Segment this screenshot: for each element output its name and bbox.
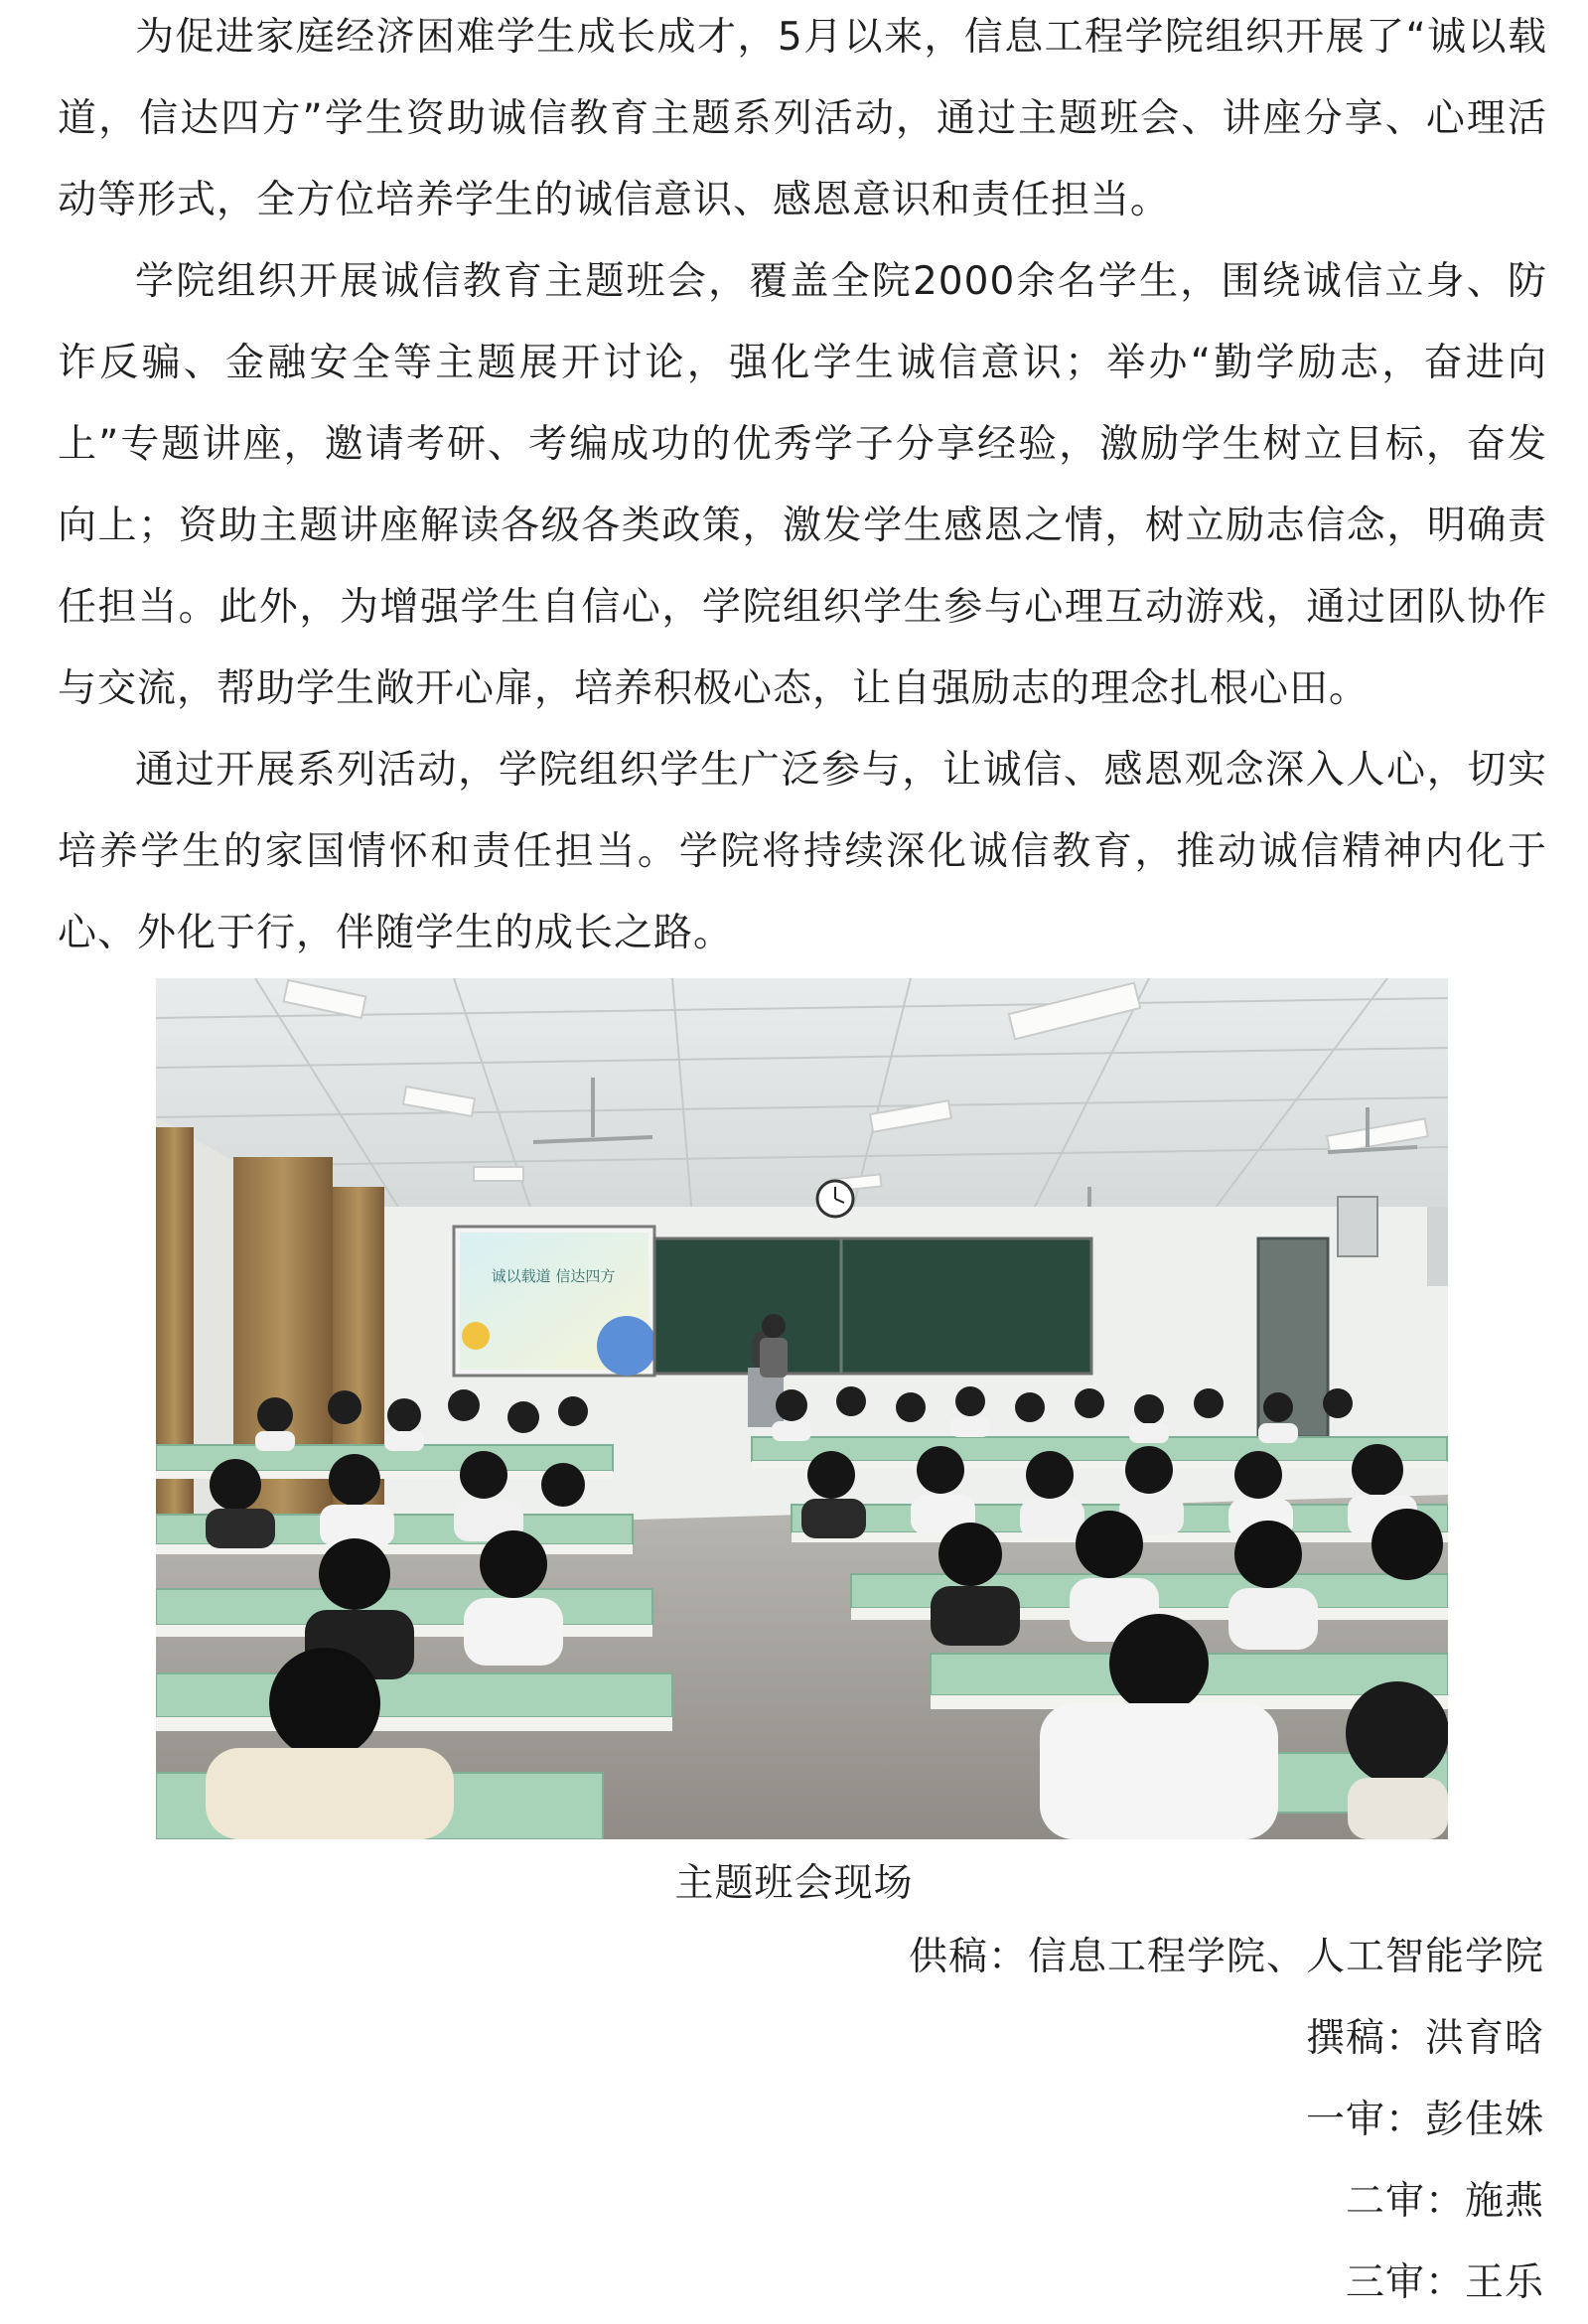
classroom-photo — [156, 978, 1448, 1839]
paragraph-1: 为促进家庭经济困难学生成长成才，5月以来，信息工程学院组织开展了“诚以载道，信达四方”学生资助诚信教育主题系列活动，通过主题班会、讲座分享、心理活动等形式，全方位培养学生的诚信意识、感恩意识和责任担当。 — [58, 15, 1547, 222]
credit-third-review: 三审：王乐 — [1345, 2260, 1544, 2305]
photo-caption: 主题班会现场 — [674, 1861, 914, 1906]
credits — [909, 1917, 1544, 2324]
credit-writer: 撰稿：洪育晗 — [1305, 2016, 1544, 2061]
article-body — [58, 0, 1547, 974]
credit-second-review: 二审：施燕 — [1345, 2179, 1544, 2224]
credit-contributor: 供稿：信息工程学院、人工智能学院 — [908, 1935, 1544, 1979]
credit-first-review: 一审：彭佳姝 — [1305, 2098, 1544, 2142]
screen-title: 诚以载道 信达四方 — [491, 1267, 616, 1285]
paragraph-3: 通过开展系列活动，学院组织学生广泛参与，让诚信、感恩观念深入人心，切实培养学生的家国情怀和责任担当。学院将持续深化诚信教育，推动诚信精神内化于心、外化于行，伴随学生的成长之路。 — [58, 748, 1547, 955]
paragraph-2: 学院组织开展诚信教育主题班会，覆盖全院2000余名学生，围绕诚信立身、防诈反骗、金融安全等主题展开讨论，强化学生诚信意识；举办“勤学励志，奋进向上”专题讲座，邀请考研、考编成功的优秀学子分享经验，激励学生树立目标，奋发向上；资助主题讲座解读各级各类政策，激发学生感恩之情，树立励志信念，明确责任担当。此外，为增强学生自信心，学院组织学生参与心理互动游戏，通过团队协作与交流，帮助学生敞开心扉，培养积极心态，让自强励志的理念扎根心田。 — [58, 259, 1547, 711]
